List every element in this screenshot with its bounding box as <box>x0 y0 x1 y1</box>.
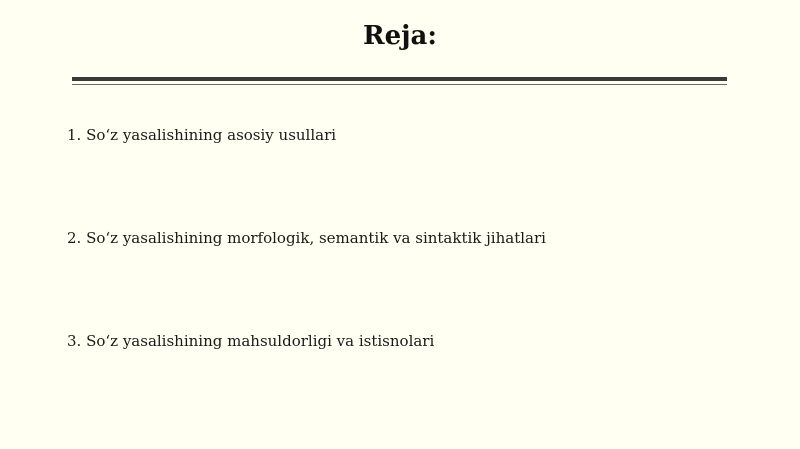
slide-title: Reja: <box>362 21 437 51</box>
title-divider-thick <box>72 77 727 81</box>
title-divider-thin <box>72 84 727 85</box>
plan-item-2: 2. So‘z yasalishining morfologik, semantik va sintaktik jihatlari <box>67 229 546 247</box>
plan-item-3: 3. So‘z yasalishining mahsuldorligi va istisnolari <box>67 332 435 350</box>
plan-item-1: 1. So‘z yasalishining asosiy usullari <box>67 126 337 144</box>
